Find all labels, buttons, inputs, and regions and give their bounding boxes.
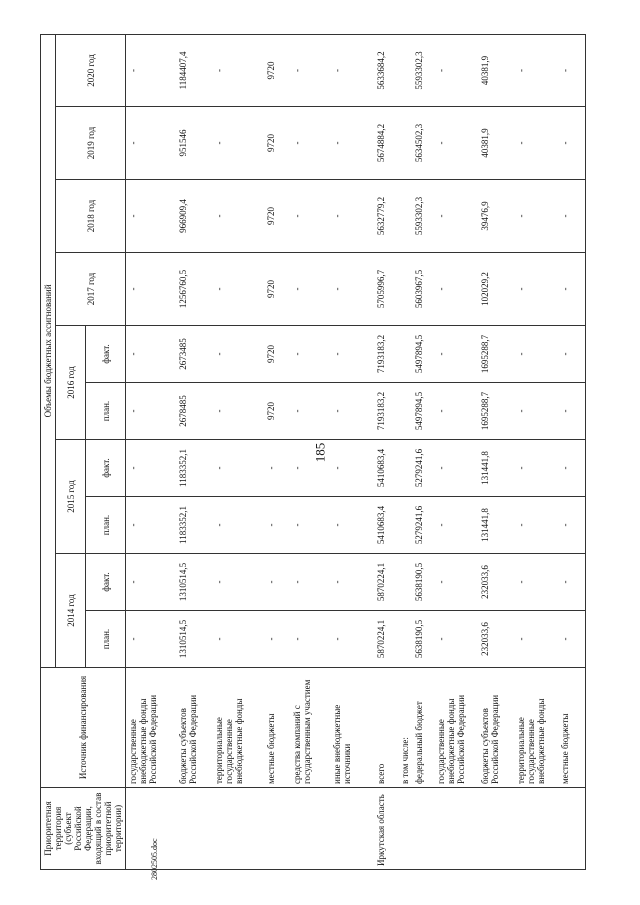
value-cell: 1310514,5 — [176, 554, 212, 611]
source-cell: средства компаний с государственным участием — [290, 668, 330, 788]
source-cell: местные бюджеты — [264, 668, 290, 788]
value-cell — [398, 326, 412, 383]
value-cell: 5632779,2 — [374, 180, 398, 253]
value-cell: - — [514, 180, 558, 253]
value-cell: - — [290, 554, 330, 611]
table-row — [514, 34, 558, 869]
territory-cell — [434, 788, 478, 870]
table-row — [412, 34, 434, 869]
value-cell: - — [434, 440, 478, 497]
header-year-2014: 2014 год — [56, 554, 86, 668]
value-cell: - — [126, 497, 176, 554]
source-cell: местные бюджеты — [558, 668, 586, 788]
value-cell: - — [330, 180, 374, 253]
value-cell: - — [434, 34, 478, 106]
value-cell: - — [434, 326, 478, 383]
value-cell: - — [290, 611, 330, 668]
value-cell: 5870224,1 — [374, 554, 398, 611]
value-cell: - — [558, 611, 586, 668]
value-cell: - — [290, 326, 330, 383]
value-cell: - — [514, 611, 558, 668]
value-cell: - — [212, 554, 264, 611]
value-cell: - — [212, 611, 264, 668]
value-cell: 5410683,4 — [374, 497, 398, 554]
header-volumes: Объемы бюджетных ассигнований — [41, 34, 56, 667]
value-cell: - — [434, 253, 478, 326]
value-cell: 5410683,4 — [374, 440, 398, 497]
value-cell: - — [558, 554, 586, 611]
value-cell: - — [264, 497, 290, 554]
header-year-2015: 2015 год — [56, 440, 86, 554]
header-source: Источник финансирования — [41, 668, 126, 788]
value-cell — [398, 107, 412, 180]
budget-table — [40, 34, 586, 870]
value-cell: - — [330, 554, 374, 611]
value-cell: - — [126, 554, 176, 611]
value-cell: 5674884,2 — [374, 107, 398, 180]
value-cell: - — [212, 440, 264, 497]
value-cell: 1183352,1 — [176, 440, 212, 497]
value-cell: - — [126, 34, 176, 106]
territory-cell: Иркутская область — [374, 788, 398, 870]
value-cell: 5593302,3 — [412, 180, 434, 253]
value-cell: - — [514, 107, 558, 180]
value-cell: 7193183,2 — [374, 326, 398, 383]
value-cell: - — [126, 611, 176, 668]
value-cell: - — [330, 611, 374, 668]
table-row — [212, 34, 264, 869]
value-cell — [398, 34, 412, 106]
value-cell — [398, 554, 412, 611]
header-year-2017: 2017 год — [56, 253, 126, 326]
value-cell: 2673485 — [176, 326, 212, 383]
value-cell: - — [514, 440, 558, 497]
territory-cell — [412, 788, 434, 870]
value-cell: 951546 — [176, 107, 212, 180]
header-plan: план. — [86, 497, 126, 554]
value-cell — [398, 497, 412, 554]
table-row — [290, 34, 330, 869]
value-cell: - — [290, 34, 330, 106]
table-row — [176, 34, 212, 869]
value-cell: 131441,8 — [478, 440, 514, 497]
value-cell: - — [558, 34, 586, 106]
value-cell: - — [126, 383, 176, 440]
value-cell: - — [558, 253, 586, 326]
document-footer: 2802505.doc — [150, 838, 159, 880]
value-cell: - — [264, 611, 290, 668]
value-cell: - — [264, 554, 290, 611]
table-row — [434, 34, 478, 869]
value-cell: - — [290, 497, 330, 554]
value-cell — [398, 611, 412, 668]
header-fact: факт. — [86, 326, 126, 383]
value-cell: - — [212, 253, 264, 326]
table-row — [558, 34, 586, 869]
header-year-2016: 2016 год — [56, 326, 86, 440]
value-cell: - — [330, 253, 374, 326]
value-cell — [398, 440, 412, 497]
rotated-table-container — [40, 35, 605, 870]
value-cell: 5705996,7 — [374, 253, 398, 326]
territory-cell — [398, 788, 412, 870]
value-cell: - — [212, 326, 264, 383]
value-cell: 9720 — [264, 34, 290, 106]
value-cell: - — [290, 253, 330, 326]
value-cell: 5870224,1 — [374, 611, 398, 668]
value-cell: 5638190,5 — [412, 611, 434, 668]
value-cell: - — [212, 497, 264, 554]
territory-cell — [558, 788, 586, 870]
table-row — [374, 34, 398, 869]
value-cell: 5593302,3 — [412, 34, 434, 106]
value-cell: 232033,6 — [478, 611, 514, 668]
value-cell: 1183352,1 — [176, 497, 212, 554]
value-cell: - — [212, 383, 264, 440]
value-cell: - — [434, 107, 478, 180]
value-cell: 232033,6 — [478, 554, 514, 611]
value-cell: - — [514, 326, 558, 383]
value-cell: - — [434, 554, 478, 611]
source-cell: федеральный бюджет — [412, 668, 434, 788]
value-cell: - — [514, 34, 558, 106]
value-cell: 5633684,2 — [374, 34, 398, 106]
value-cell: 40381,9 — [478, 34, 514, 106]
territory-cell — [212, 788, 264, 870]
source-cell: в том числе: — [398, 668, 412, 788]
value-cell: - — [514, 253, 558, 326]
value-cell: 966909,4 — [176, 180, 212, 253]
value-cell: - — [290, 180, 330, 253]
territory-cell — [290, 788, 330, 870]
value-cell: 2678485 — [176, 383, 212, 440]
value-cell: - — [212, 180, 264, 253]
value-cell: - — [290, 107, 330, 180]
header-year-2018: 2018 год — [56, 180, 126, 253]
value-cell: 9720 — [264, 253, 290, 326]
value-cell: 102029,2 — [478, 253, 514, 326]
value-cell: 5638190,5 — [412, 554, 434, 611]
value-cell: 1256760,5 — [176, 253, 212, 326]
value-cell: - — [330, 497, 374, 554]
source-cell: бюджеты субъектов Российской Федерации — [176, 668, 212, 788]
territory-cell — [264, 788, 290, 870]
header-year-2019: 2019 год — [56, 107, 126, 180]
value-cell: - — [434, 497, 478, 554]
value-cell: - — [558, 383, 586, 440]
territory-cell — [330, 788, 374, 870]
value-cell: - — [126, 440, 176, 497]
source-cell: государственные внебюджетные фонды Российской Федерации — [434, 668, 478, 788]
value-cell: - — [514, 554, 558, 611]
value-cell: 9720 — [264, 326, 290, 383]
value-cell: - — [290, 440, 330, 497]
value-cell: - — [330, 383, 374, 440]
value-cell: 1695288,7 — [478, 383, 514, 440]
value-cell: - — [558, 497, 586, 554]
value-cell — [398, 180, 412, 253]
table-row — [126, 34, 176, 869]
value-cell: 9720 — [264, 107, 290, 180]
value-cell: - — [434, 180, 478, 253]
value-cell: 1184407,4 — [176, 34, 212, 106]
value-cell: - — [514, 497, 558, 554]
territory-cell — [126, 788, 176, 870]
value-cell: - — [126, 107, 176, 180]
value-cell: 5279241,6 — [412, 497, 434, 554]
value-cell: - — [434, 383, 478, 440]
source-cell: иные внебюджетные источники — [330, 668, 374, 788]
value-cell: 5497894,5 — [412, 326, 434, 383]
header-year-2020: 2020 год — [56, 34, 126, 106]
page-number: 185 — [312, 442, 328, 463]
value-cell: - — [434, 611, 478, 668]
value-cell: 40381,9 — [478, 107, 514, 180]
value-cell: - — [558, 326, 586, 383]
table-row — [478, 34, 514, 869]
value-cell: - — [330, 440, 374, 497]
value-cell: - — [558, 180, 586, 253]
source-cell: государственные внебюджетные фонды Российской Федерации — [126, 668, 176, 788]
territory-cell — [478, 788, 514, 870]
value-cell: - — [330, 34, 374, 106]
table-row — [330, 34, 374, 869]
value-cell: - — [212, 107, 264, 180]
table-body — [126, 34, 586, 869]
value-cell: 5603967,5 — [412, 253, 434, 326]
value-cell — [398, 383, 412, 440]
value-cell: 9720 — [264, 180, 290, 253]
value-cell: - — [558, 107, 586, 180]
value-cell: 5634502,3 — [412, 107, 434, 180]
header-plan: план. — [86, 383, 126, 440]
source-cell: бюджеты субъектов Российской Федерации — [478, 668, 514, 788]
value-cell: 1695288,7 — [478, 326, 514, 383]
source-cell: территориальные государственные внебюджетные фонды — [212, 668, 264, 788]
header-plan: план. — [86, 611, 126, 668]
header-fact: факт. — [86, 554, 126, 611]
value-cell: - — [514, 383, 558, 440]
value-cell: - — [290, 383, 330, 440]
table-row — [264, 34, 290, 869]
table-row — [398, 34, 412, 869]
value-cell: 39476,9 — [478, 180, 514, 253]
value-cell: 1310514,5 — [176, 611, 212, 668]
value-cell: - — [126, 253, 176, 326]
value-cell: - — [330, 326, 374, 383]
value-cell: 9720 — [264, 383, 290, 440]
value-cell: - — [126, 326, 176, 383]
source-cell: всего — [374, 668, 398, 788]
value-cell: - — [126, 180, 176, 253]
header-territory: Приоритетная территория (субъект Российской Федерации, входящий в состав приоритетной территории) — [41, 788, 126, 870]
value-cell: - — [558, 440, 586, 497]
value-cell: - — [264, 440, 290, 497]
value-cell: 131441,8 — [478, 497, 514, 554]
value-cell: - — [330, 107, 374, 180]
value-cell: 5497894,5 — [412, 383, 434, 440]
value-cell: 7193183,2 — [374, 383, 398, 440]
territory-cell — [514, 788, 558, 870]
territory-cell — [176, 788, 212, 870]
value-cell: - — [212, 34, 264, 106]
source-cell: территориальные государственные внебюджетные фонды — [514, 668, 558, 788]
value-cell — [398, 253, 412, 326]
header-fact: факт. — [86, 440, 126, 497]
value-cell: 5279241,6 — [412, 440, 434, 497]
